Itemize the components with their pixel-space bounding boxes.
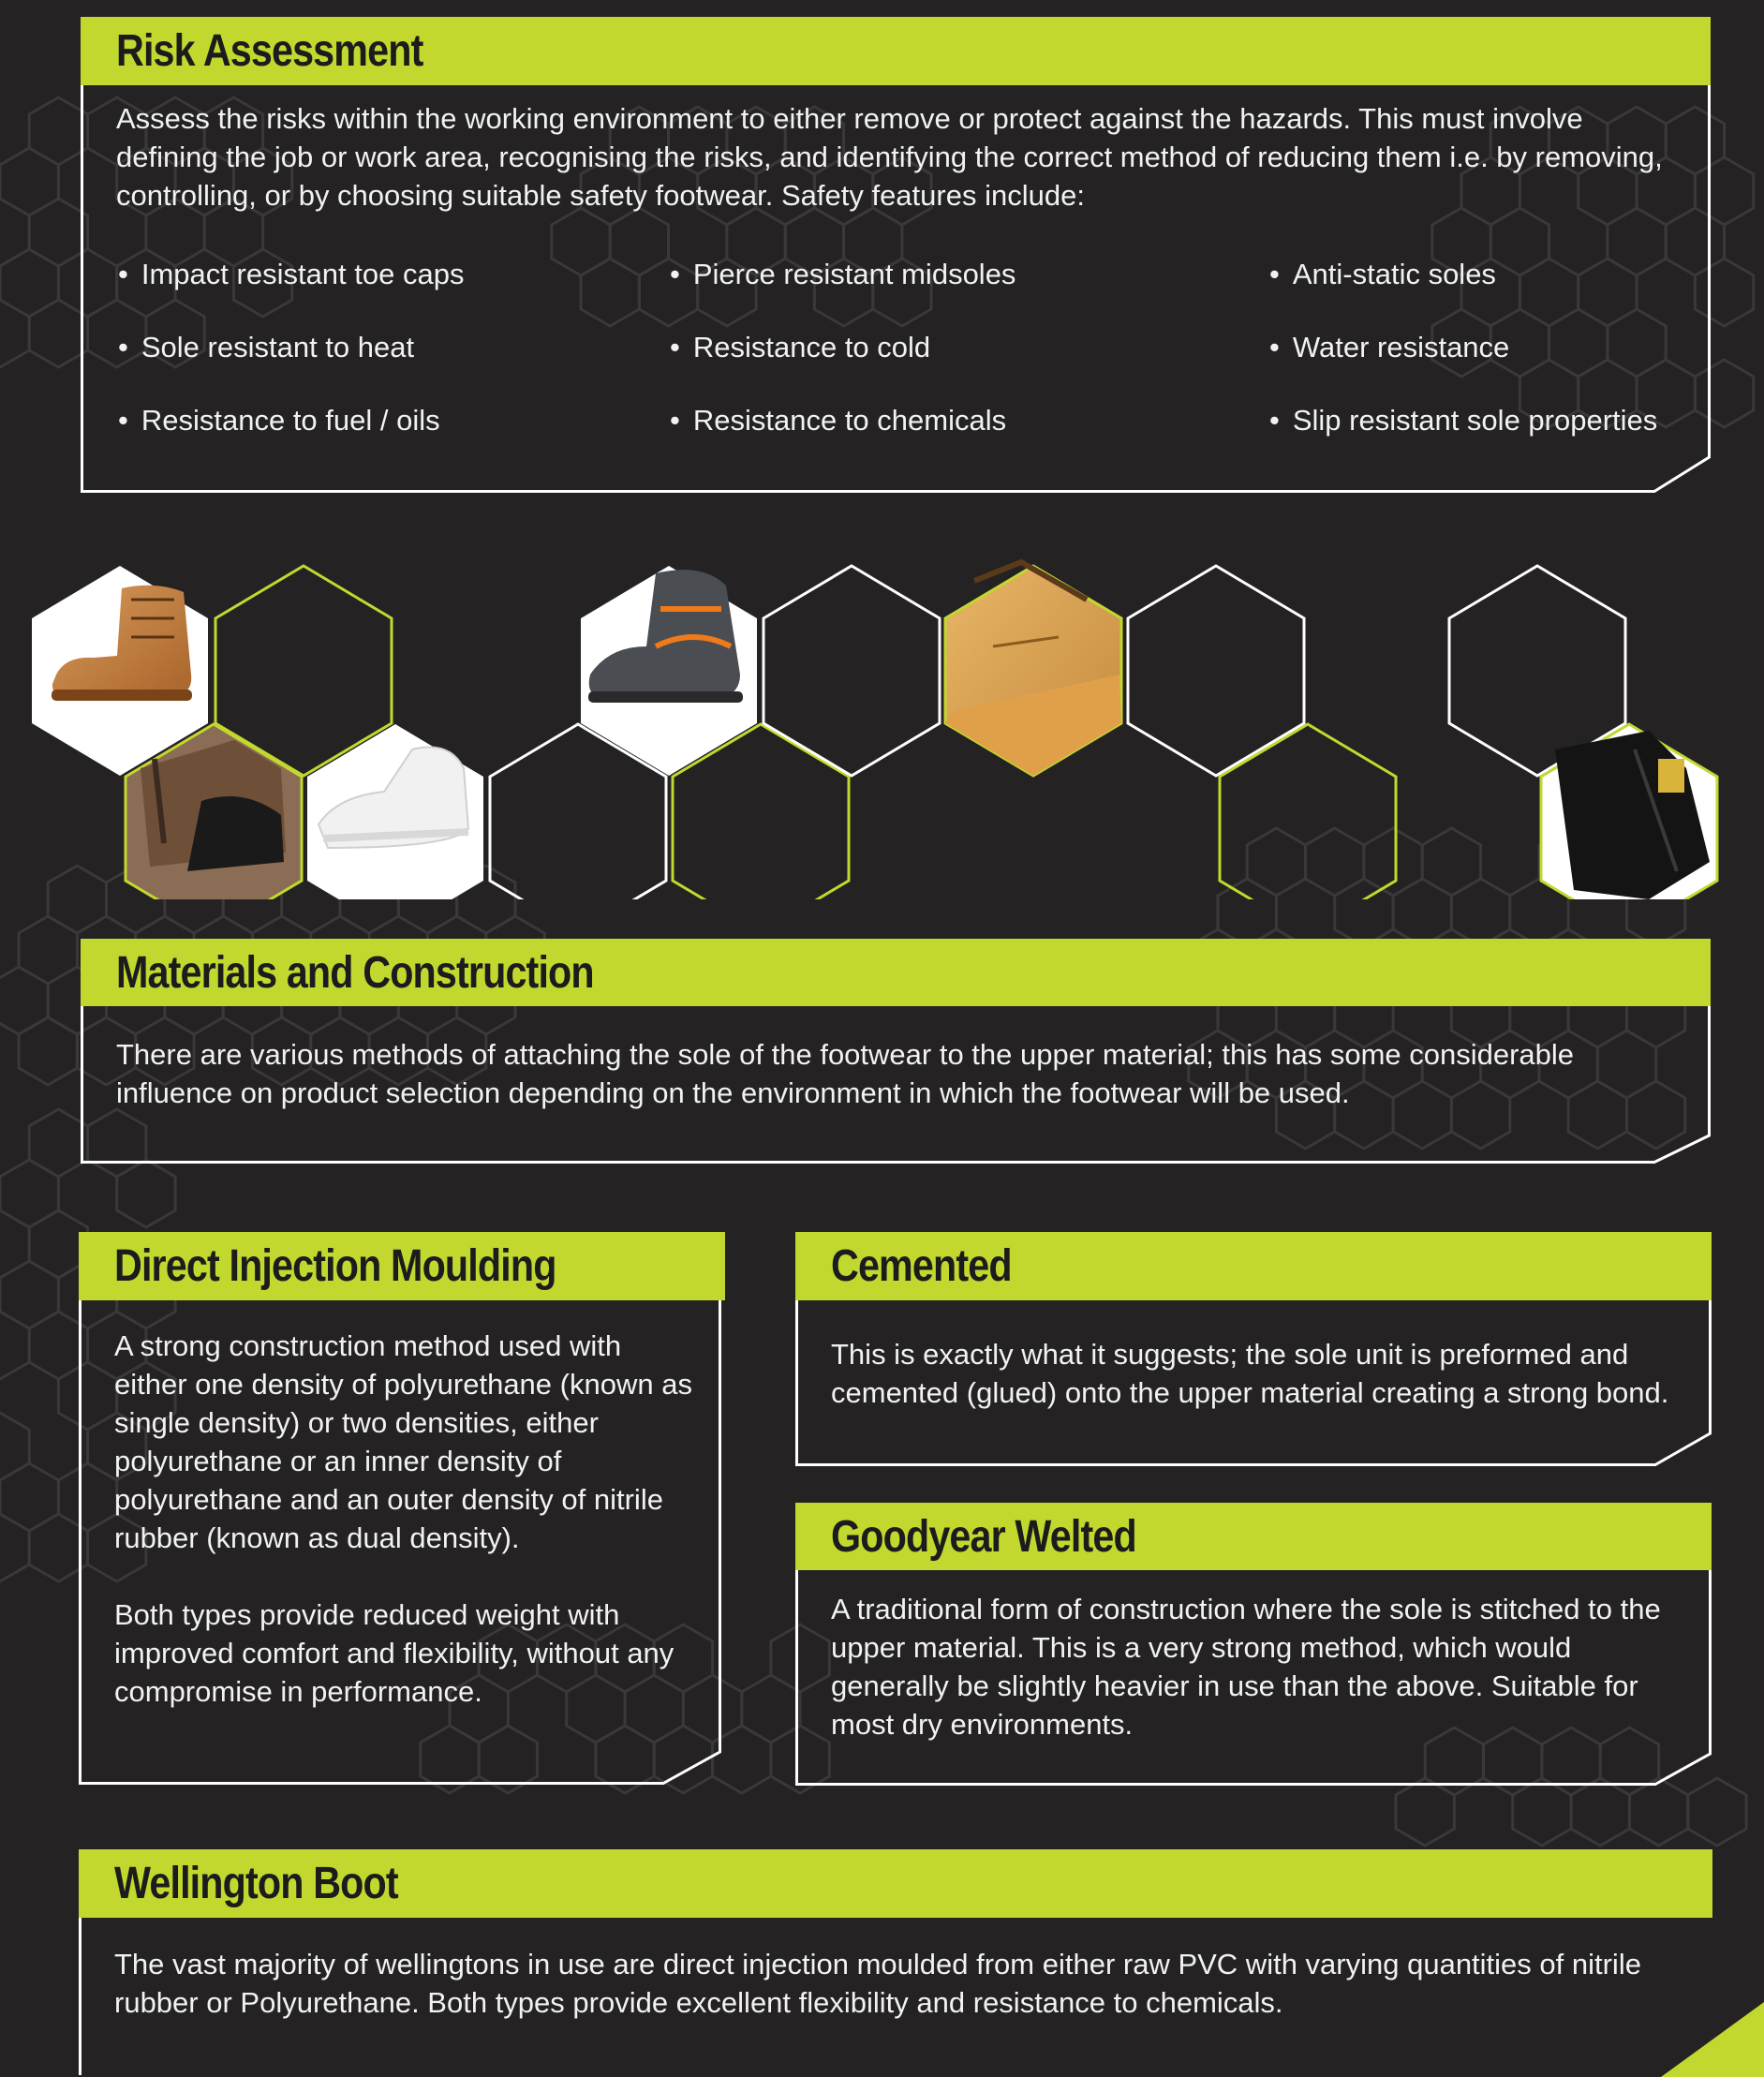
background-hexagon [0, 249, 58, 317]
background-hexagon [0, 1514, 29, 1581]
feature-item: • Impact resistant toe caps [118, 255, 464, 293]
materials-section [81, 939, 1711, 1164]
background-hexagon [0, 199, 29, 266]
feature-item: • Resistance to chemicals [670, 401, 1006, 439]
black-zip-boot-icon [1541, 724, 1717, 899]
background-hexagon [29, 1109, 87, 1177]
tan-nubuck-boot-icon [945, 562, 1121, 776]
section-title: Goodyear Welted [795, 1503, 1712, 1570]
background-hexagon [0, 148, 58, 215]
background-hexagon [0, 1463, 58, 1531]
risk-assessment-section [81, 17, 1711, 493]
corner-accent [1661, 2002, 1764, 2077]
background-hexagon [29, 97, 87, 165]
feature-item: • Sole resistant to heat [118, 328, 414, 366]
paragraph: A strong construction method used with either one density of polyurethane (known as single density) or two densities, either polyurethane or an inner density of polyurethane and an outer density of nitrile rubber (known as dual density). [114, 1329, 692, 1554]
feature-item: • Resistance to fuel / oils [118, 401, 440, 439]
background-hexagon [117, 1160, 175, 1227]
grey-orange-hiker-boot-icon [581, 566, 757, 776]
cemented-section [795, 1232, 1712, 1466]
hex-outline [1220, 724, 1396, 899]
hex-outline [763, 566, 940, 776]
section-text: There are various methods of attaching the sole of the footwear to the upper material; this has some considerable influence on product selection depending on the environment in which the footwear will be used. [116, 1038, 1575, 1109]
section-text: This is exactly what it suggests; the sole unit is preformed and cemented (glued) onto the upper material creating a strong bond. [831, 1338, 1669, 1409]
section-title: Wellington Boot [79, 1849, 1712, 1918]
background-hexagon [0, 300, 29, 367]
background-hexagon [19, 1017, 77, 1085]
section-text: The vast majority of wellingtons in use are direct injection moulded from either raw PVC with varying quantities of nitrile rubber or Polyurethane. Both types provide excellent flexibility and resistance to chemicals. [114, 1948, 1641, 2019]
background-hexagon [29, 300, 87, 367]
feature-item: • Water resistance [1269, 328, 1509, 366]
section-text: A traditional form of construction where the sole is stitched to the upper material. This is a very strong method, which would generally be slightly heavier in use than the above. Suitable for most dry environments. [831, 1593, 1661, 1741]
feature-item: • Pierce resistant midsoles [670, 255, 1015, 293]
background-hexagon [29, 199, 87, 266]
feature-item: • Anti-static soles [1269, 255, 1496, 293]
white-slip-on-shoe-icon [307, 724, 483, 899]
background-hexagon [1571, 1778, 1629, 1846]
wellington-section [79, 1849, 1712, 2077]
section-title: Risk Assessment [81, 17, 1711, 85]
background-hexagon [1396, 1778, 1454, 1846]
footwear-hex-gallery [0, 525, 1764, 899]
feature-item: • Slip resistant sole properties [1269, 401, 1657, 439]
hex-outline [1128, 566, 1304, 776]
paragraph: Both types provide reduced weight with improved comfort and flexibility, without any compromise in performance. [114, 1598, 674, 1708]
background-hexagon [0, 1312, 29, 1379]
feature-item: • Resistance to cold [670, 328, 930, 366]
background-hexagon [0, 1160, 58, 1227]
goodyear-section [795, 1503, 1712, 1786]
section-text: Assess the risks within the working environment to either remove or protect against the hazards. This must involve defining the job or work area, recognising the risks, and identifying the correct method of reducing them i.e. by removing, controlling, or by choosing suitable safety footwear. Safety features include: [116, 102, 1663, 212]
background-hexagon [1513, 1778, 1571, 1846]
background-hexagon [1688, 1778, 1746, 1846]
section-title: Materials and Construction [81, 939, 1711, 1006]
background-hexagon [1629, 1778, 1687, 1846]
injection-section [79, 1232, 723, 1785]
background-hexagon [0, 967, 48, 1034]
background-hexagon [742, 1675, 800, 1743]
background-hexagon [0, 1413, 29, 1480]
feature-list [118, 255, 1692, 442]
section-title: Direct Injection Moulding [79, 1232, 725, 1300]
section-title: Cemented [795, 1232, 1712, 1300]
background-hexagon [19, 916, 77, 984]
section-text [114, 1327, 695, 1711]
background-hexagon [0, 1210, 29, 1278]
background-hexagon [0, 1261, 58, 1328]
